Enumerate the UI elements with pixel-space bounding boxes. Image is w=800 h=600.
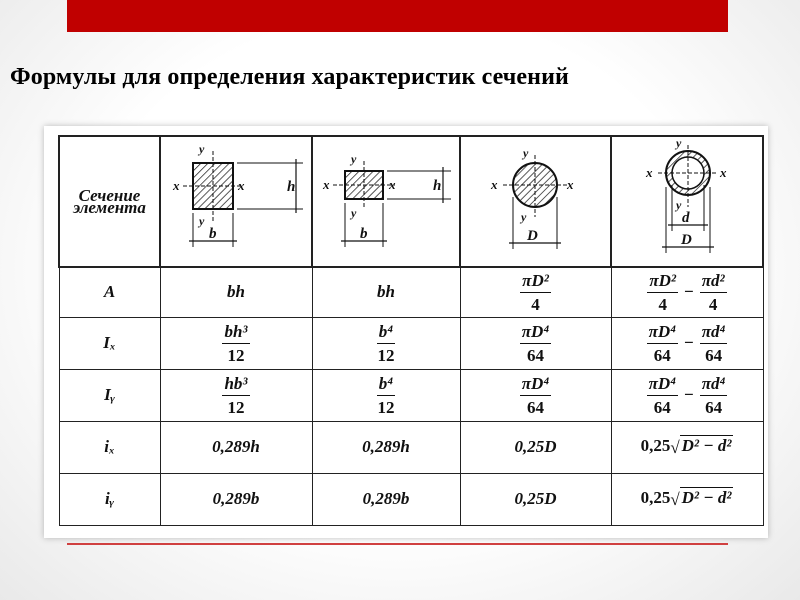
rect-y-bottom-label: y (199, 214, 205, 228)
rectangle-section-diagram (163, 137, 309, 261)
header-label: Сечение элемента (73, 185, 146, 217)
fraction: $\frac{\text{πD⁴}}{64}$ (521, 373, 550, 417)
ring-D-label: D (681, 232, 692, 248)
formula-cell: 0,25D (460, 421, 611, 473)
rect-x-left-label: x (173, 178, 180, 193)
fraction: $\frac{\text{πd²}}{4}$ (701, 270, 725, 314)
formula-cell (460, 369, 611, 421)
fraction: $\frac{\text{πd⁴}}{64}$ (701, 321, 726, 365)
circle-D-label: D (527, 228, 538, 244)
section-formula-table (58, 135, 764, 526)
rect-h-label: h (287, 179, 296, 195)
table-header-row (59, 136, 763, 267)
row-label: iᵧ (59, 473, 160, 525)
fraction: $\frac{\text{πD²}}{4}$ (522, 270, 549, 314)
top-accent-bar (67, 0, 728, 32)
fraction: $\frac{\text{πD²}}{4}$ (649, 270, 677, 314)
fraction: $\frac{\text{πd⁴}}{64}$ (701, 373, 726, 417)
circle-section-diagram (463, 137, 608, 261)
table-row (59, 317, 763, 369)
formula-cell (160, 369, 312, 421)
ring-section-diagram (614, 137, 760, 261)
fraction: $\frac{\text{πD⁴}}{64}$ (648, 373, 677, 417)
formula-cell: 0,25√ D² − d² (611, 473, 763, 525)
formula-cell: 0,289b (312, 473, 460, 525)
formula-cell (460, 267, 611, 317)
sqrt-sign: √ (670, 489, 680, 509)
ring-x-right-label: x (720, 165, 727, 180)
ring-section-cell (611, 136, 763, 267)
sqrt-sign: √ (670, 437, 680, 457)
ring-d-label: d (682, 210, 690, 226)
row-label: A (59, 267, 160, 317)
ring-y-label: y (676, 137, 682, 150)
square-section-diagram (315, 137, 457, 261)
formula-cell (312, 369, 460, 421)
ring-x-left-label: x (646, 165, 653, 180)
formula-cell: $\frac{\text{πD⁴}}{64}$ − $\frac{\text{πd⁴}}{64}$ (611, 317, 763, 369)
circle-x-right-label: x (567, 177, 574, 192)
formula-cell (460, 317, 611, 369)
row-label: iₓ (59, 421, 160, 473)
square-y-bottom-label: y (351, 206, 357, 220)
header-label-cell (59, 136, 160, 267)
fraction: $\frac{\text{πD⁴}}{64}$ (648, 321, 677, 365)
rectangle-section-cell (160, 136, 312, 267)
formula-cell (160, 317, 312, 369)
rect-y-label: y (199, 142, 205, 156)
formula-cell: 0,289b (160, 473, 312, 525)
formula-cell: bh (160, 267, 312, 317)
bottom-accent-line (67, 543, 728, 545)
formula-cell: 0,25√ D² − d² (611, 421, 763, 473)
circle-y-label: y (523, 146, 529, 160)
square-x-right-label: x (389, 177, 396, 192)
square-section-cell (312, 136, 460, 267)
ring-y-bottom-label: y (676, 198, 682, 212)
formula-cell: $\frac{\text{πD²}}{4}$ − $\frac{\text{πd²}}{4}$ (611, 267, 763, 317)
formula-cell: 0,289h (312, 421, 460, 473)
table-panel (44, 126, 768, 538)
table-row (59, 473, 763, 525)
square-y-label: y (351, 152, 357, 166)
square-b-label: b (360, 226, 368, 242)
square-x-left-label: x (323, 177, 330, 192)
table-row (59, 267, 763, 317)
formula-cell: 0,289h (160, 421, 312, 473)
formula-cell: $\frac{\text{πD⁴}}{64}$ − $\frac{\text{πd⁴}}{64}$ (611, 369, 763, 421)
slide-title: Формулы для определения характеристик сечений (10, 64, 569, 90)
fraction: $\frac{\text{bh³}}{12}$ (224, 321, 248, 365)
formula-cell: bh (312, 267, 460, 317)
rect-b-label: b (209, 226, 217, 242)
rect-x-right-label: x (238, 178, 245, 193)
fraction: $\frac{\text{b⁴}}{12}$ (377, 321, 395, 365)
circle-x-left-label: x (491, 177, 498, 192)
fraction: $\frac{\text{πD⁴}}{64}$ (521, 321, 550, 365)
formula-cell (312, 317, 460, 369)
circle-y-bottom-label: y (521, 210, 527, 224)
row-label: Iₓ (59, 317, 160, 369)
table-row (59, 421, 763, 473)
circle-section-cell (460, 136, 611, 267)
fraction: $\frac{\text{b⁴}}{12}$ (377, 373, 395, 417)
table-row (59, 369, 763, 421)
square-h-label: h (433, 178, 442, 194)
fraction: $\frac{\text{hb³}}{12}$ (224, 373, 248, 417)
row-label: Iᵧ (59, 369, 160, 421)
formula-cell: 0,25D (460, 473, 611, 525)
